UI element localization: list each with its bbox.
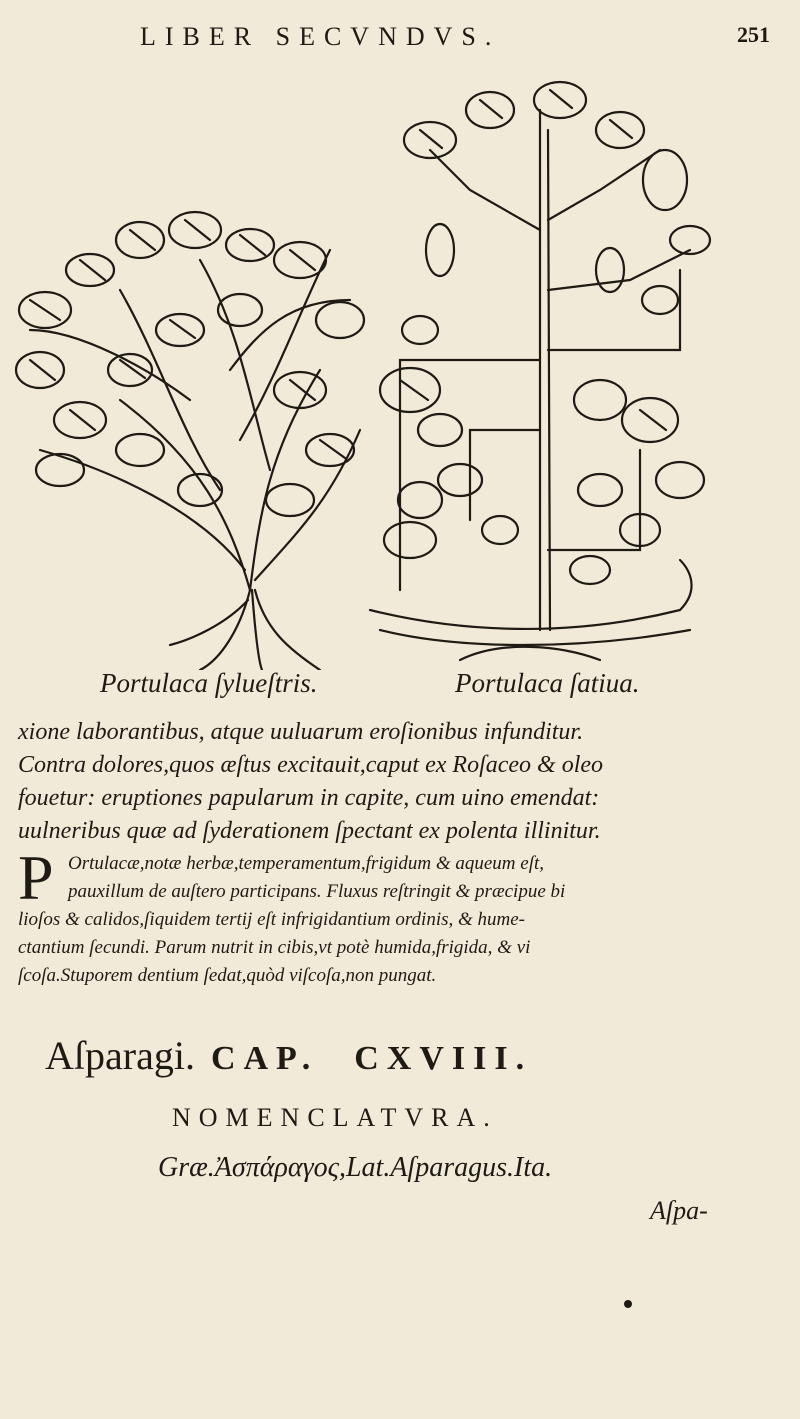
text-line: pauxillum de auſtero participans. Fluxus reſtringit & præcipue bi bbox=[68, 881, 566, 902]
figure-caption-cultivated: Portulaca ſatiua. bbox=[455, 668, 640, 698]
text-line: Contra dolores,quos æſtus excitauit,caput ex Roſaceo & oleo bbox=[18, 752, 604, 778]
text-line: ſcoſa.Stuporem dentium ſedat,quòd viſcoſa,non pungat. bbox=[18, 965, 437, 986]
chapter-cap-label: CAP. bbox=[210, 1040, 319, 1077]
chapter-number: CXVIII. bbox=[354, 1040, 533, 1077]
woodcut-illustration bbox=[0, 70, 800, 670]
drop-capital: P bbox=[18, 842, 54, 913]
chapter-heading bbox=[45, 1032, 532, 1079]
text-line: Ortulacæ,notæ herbæ,temperamentum,frigidum & aqueum eſt, bbox=[68, 853, 545, 874]
text-line: lioſos & calidos,ſiquidem tertij eſt infrigidantium ordinis, & hume- bbox=[18, 909, 526, 930]
catchword: Aſpa- bbox=[650, 1196, 708, 1225]
cultivated-purslane-woodcut bbox=[370, 82, 710, 660]
wild-purslane-woodcut bbox=[16, 212, 364, 670]
paragraph-continuation bbox=[18, 716, 778, 848]
section-heading: NOMENCLATVRA. bbox=[172, 1103, 498, 1132]
paragraph-portulaca bbox=[18, 842, 788, 990]
page-number: 251 bbox=[737, 22, 770, 47]
text-line: uulneribus quæ ad ſyderationem ſpectant ex polenta illinitur. bbox=[18, 818, 601, 844]
text-line: xione laborantibus, atque uuluarum eroſionibus infunditur. bbox=[18, 719, 584, 745]
chapter-title: Aſparagi. bbox=[45, 1033, 195, 1078]
figure-caption-wild: Portulaca ſylueſtris. bbox=[100, 668, 318, 698]
nomenclature-line: Græ.Ἀσπάραγος,Lat.Aſparagus.Ita. bbox=[158, 1152, 553, 1183]
ink-speck bbox=[624, 1300, 632, 1308]
running-title: LIBER SECVNDVS. bbox=[140, 22, 501, 51]
text-line: ctantium ſecundi. Parum nutrit in cibis,vt potè humida,frigida, & vi bbox=[18, 937, 531, 958]
text-line: fouetur: eruptiones papularum in capite, cum uino emendat: bbox=[18, 785, 600, 811]
